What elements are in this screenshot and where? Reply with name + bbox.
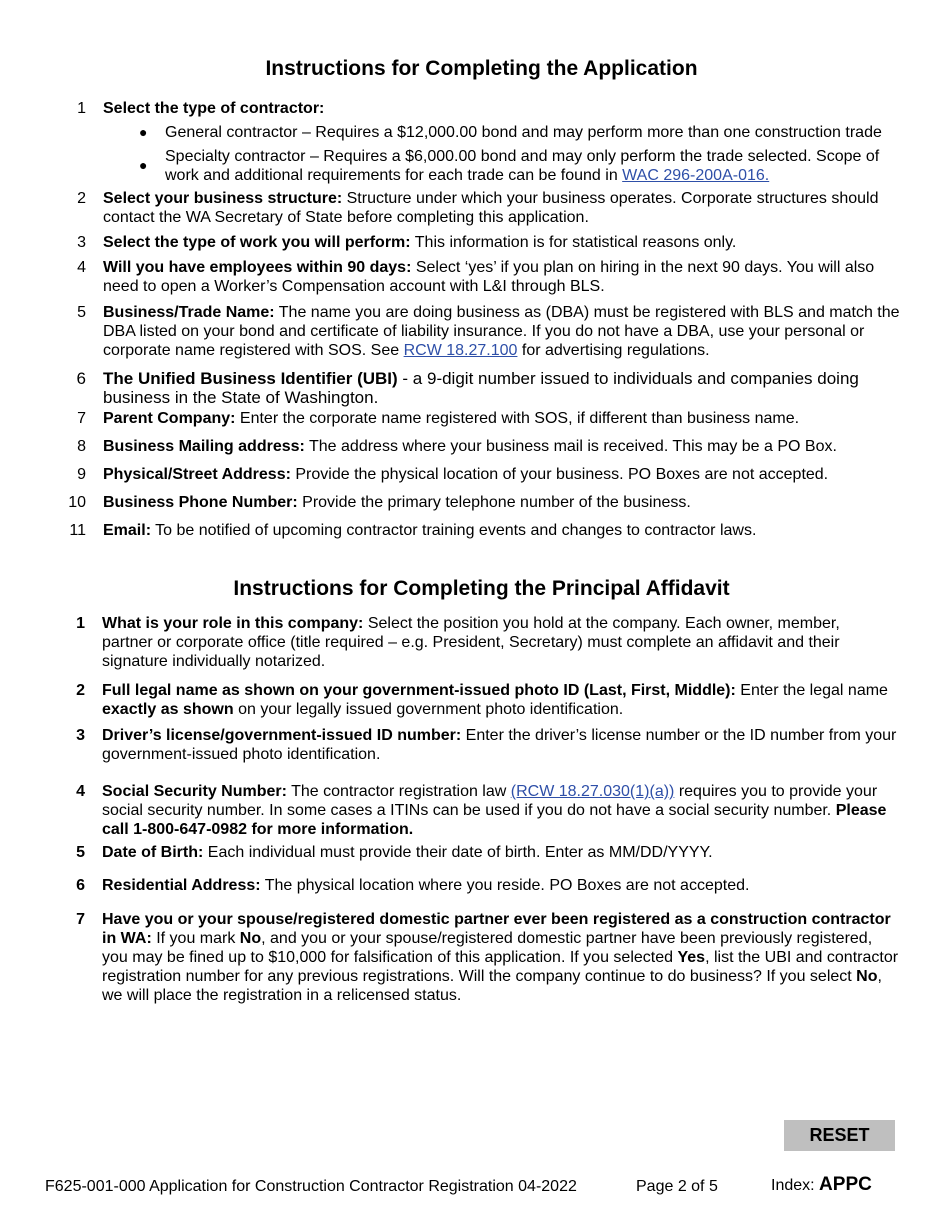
rcw-18-27-030-link[interactable]: (RCW 18.27.030(1)(a)) <box>510 783 675 800</box>
bullet-dot-icon: ● <box>139 124 148 140</box>
reset-button[interactable]: RESET <box>784 1120 895 1151</box>
bullet-dot-icon: ● <box>139 157 148 173</box>
footer-index: Index: APPC <box>771 1174 872 1195</box>
footer-form-id: F625-001-000 Application for Construction Contractor Registration 04-2022 <box>45 1178 577 1195</box>
wac-link[interactable]: WAC 296-200A-016. <box>622 167 770 184</box>
index-code: APPC <box>819 1174 872 1195</box>
application-instructions-title: Instructions for Completing the Application <box>265 57 698 80</box>
affidavit-instructions-title: Instructions for Completing the Principal Affidavit <box>233 577 730 600</box>
rcw-18-27-100-link[interactable]: RCW 18.27.100 <box>403 342 518 359</box>
footer-page-number: Page 2 of 5 <box>636 1178 718 1195</box>
